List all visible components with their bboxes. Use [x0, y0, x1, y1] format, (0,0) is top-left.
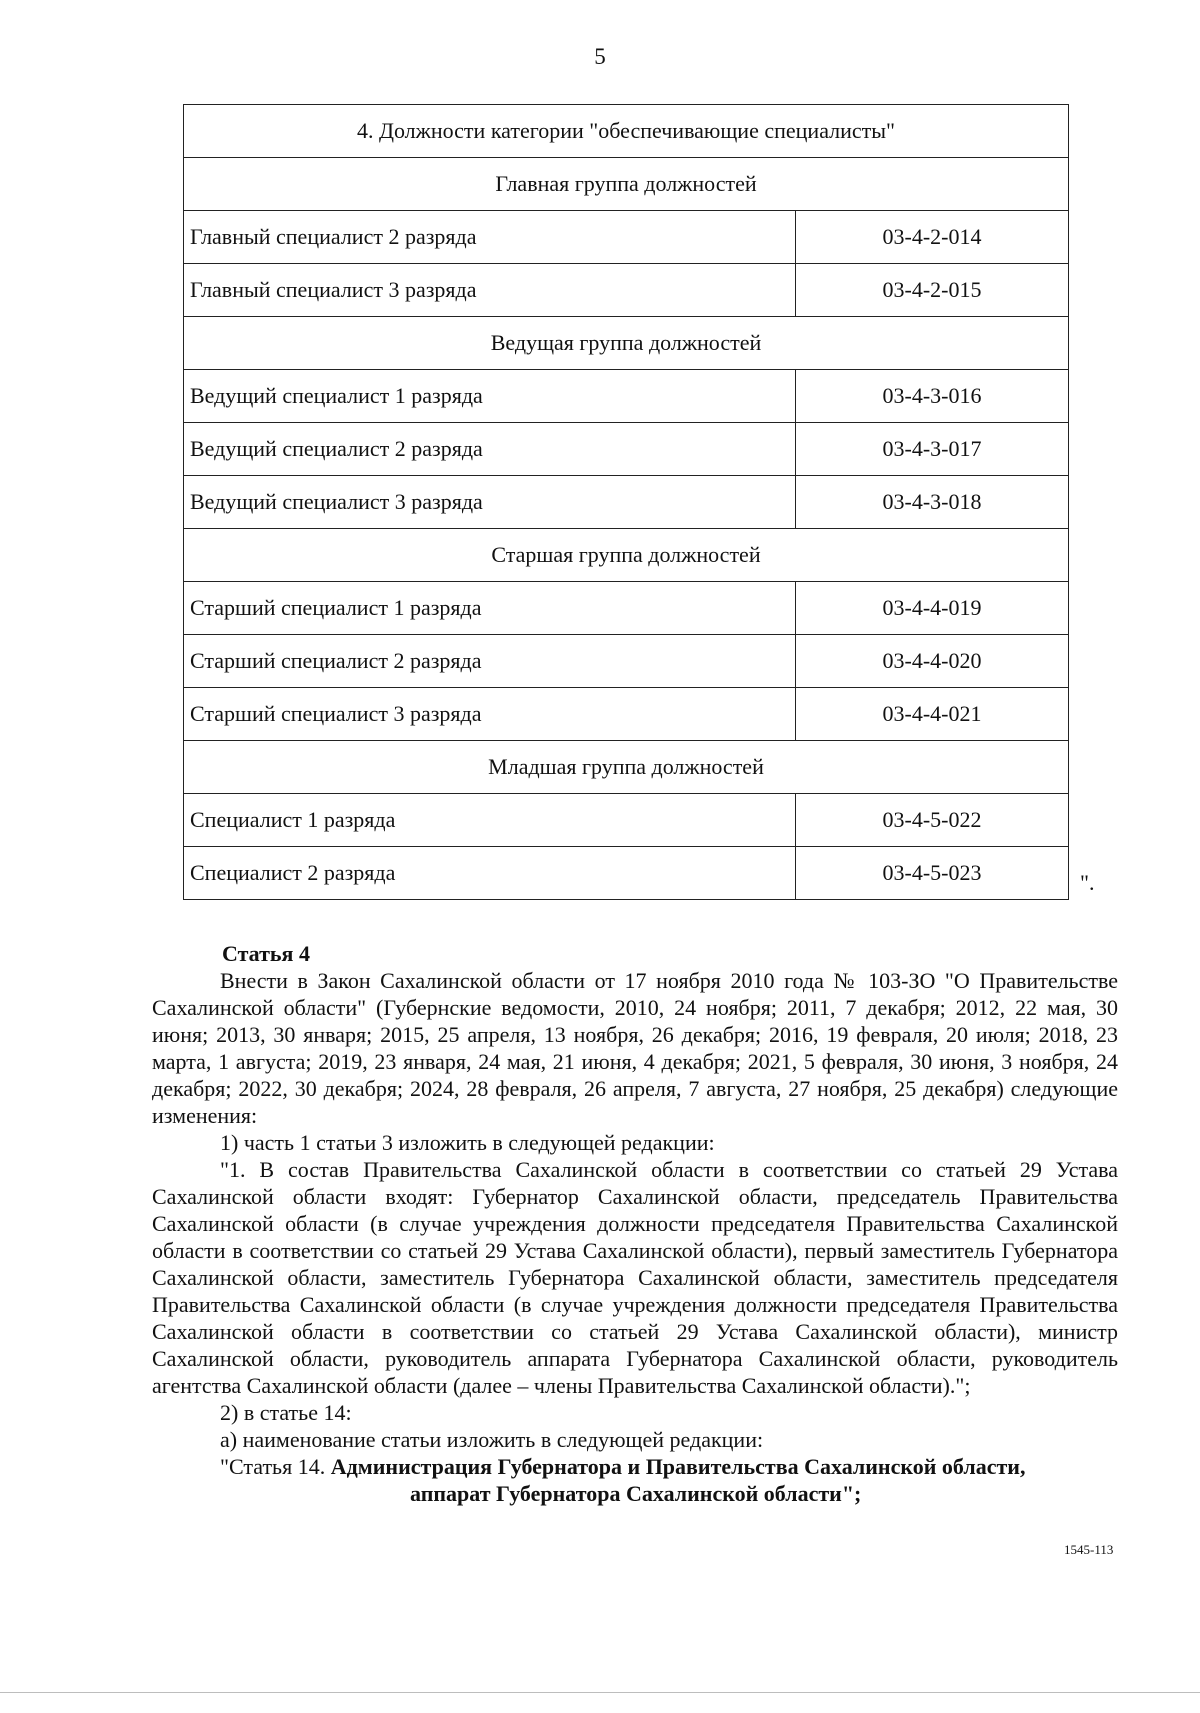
position-name: Старший специалист 1 разряда — [184, 582, 796, 635]
table-row — [184, 582, 1069, 635]
article-14-title-line2: аппарат Губернатора Сахалинской области — [410, 1481, 842, 1506]
table-row — [184, 211, 1069, 264]
article-14-suffix: "; — [841, 1481, 862, 1506]
table-header-row — [184, 105, 1069, 158]
position-code: 03-4-2-014 — [796, 211, 1069, 264]
position-name: Специалист 1 разряда — [184, 794, 796, 847]
position-code: 03-4-5-023 — [796, 847, 1069, 900]
position-code: 03-4-3-017 — [796, 423, 1069, 476]
position-code: 03-4-4-020 — [796, 635, 1069, 688]
scan-divider — [0, 1692, 1200, 1693]
position-code: 03-4-5-022 — [796, 794, 1069, 847]
article-14-title — [152, 1453, 1118, 1507]
position-code: 03-4-2-015 — [796, 264, 1069, 317]
position-name: Ведущий специалист 2 разряда — [184, 423, 796, 476]
position-name: Старший специалист 3 разряда — [184, 688, 796, 741]
table-header: 4. Должности категории "обеспечивающие специалисты" — [184, 105, 1069, 158]
position-name: Специалист 2 разряда — [184, 847, 796, 900]
table-row — [184, 635, 1069, 688]
item-2a: а) наименование статьи изложить в следующей редакции: — [220, 1427, 764, 1452]
group-row — [184, 529, 1069, 582]
positions-table — [183, 104, 1069, 900]
position-code: 03-4-3-018 — [796, 476, 1069, 529]
group-row — [184, 741, 1069, 794]
document-number: 1545-113 — [1064, 1542, 1114, 1557]
position-code: 03-4-4-019 — [796, 582, 1069, 635]
article-heading: Статья 4 — [222, 941, 310, 966]
position-name: Главный специалист 3 разряда — [184, 264, 796, 317]
group-row — [184, 158, 1069, 211]
position-name: Старший специалист 2 разряда — [184, 635, 796, 688]
item-1: 1) часть 1 статьи 3 изложить в следующей редакции: — [220, 1130, 715, 1155]
position-code: 03-4-3-016 — [796, 370, 1069, 423]
item-2: 2) в статье 14: — [220, 1400, 352, 1425]
table-row — [184, 688, 1069, 741]
group-title: Старшая группа должностей — [184, 529, 1069, 582]
article-intro: Внести в Закон Сахалинской области от 17 ноября 2010 года № 103-ЗО "О Правительстве Сахалинской области" (Губернские ведомости, 2010, 24 ноября; 2011, 7 декабря; 2012, 22 мая, 30 июня; 2013, 30 января; 2015, 25 апреля, 13 ноября, 26 декабря; 2016, 19 февраля, 20 июля; 2018, 23 марта, 1 августа; 2019, 23 января, 24 мая, 21 июня, 4 декабря; 2021, 5 февраля, 30 июня, 3 ноября, 24 декабря; 2022, 30 декабря; 2024, 28 февраля, 26 апреля, 7 августа, 27 ноября, 25 декабря) следующие изменения: — [152, 968, 1118, 1128]
table-row — [184, 370, 1069, 423]
table-row — [184, 847, 1069, 900]
closing-quote: ". — [1080, 870, 1095, 895]
group-title: Младшая группа должностей — [184, 741, 1069, 794]
page-number: 5 — [594, 44, 606, 69]
group-title: Ведущая группа должностей — [184, 317, 1069, 370]
group-row — [184, 317, 1069, 370]
position-name: Ведущий специалист 3 разряда — [184, 476, 796, 529]
position-code: 03-4-4-021 — [796, 688, 1069, 741]
article-4 — [152, 940, 1118, 1507]
position-name: Главный специалист 2 разряда — [184, 211, 796, 264]
table-row — [184, 794, 1069, 847]
quote-1: "1. В состав Правительства Сахалинской области в соответствии со статьей 29 Устава Сахалинской области входят: Губернатор Сахалинской области, председатель Правительства Сахалинской области (в случае учреждения должности председателя Правительства Сахалинской области в соответствии со статьей 29 Устава Сахалинской области), первый заместитель Губернатора Сахалинской области, заместитель Губернатора Сахалинской области, заместитель председателя Правительства Сахалинской области (в случае учреждения должности председателя Правительства Сахалинской области в соответствии со статьей 29 Устава Сахалинской области), министр Сахалинской области, руководитель аппарата Губернатора Сахалинской области, руководитель агентства Сахалинской области (далее – члены Правительства Сахалинской области)."; — [152, 1157, 1118, 1398]
article-14-prefix: "Статья 14. — [220, 1454, 331, 1479]
article-14-title-line1: Администрация Губернатора и Правительства Сахалинской области, — [330, 1454, 1026, 1479]
table-row — [184, 423, 1069, 476]
group-title: Главная группа должностей — [184, 158, 1069, 211]
table-row — [184, 264, 1069, 317]
table-row — [184, 476, 1069, 529]
position-name: Ведущий специалист 1 разряда — [184, 370, 796, 423]
